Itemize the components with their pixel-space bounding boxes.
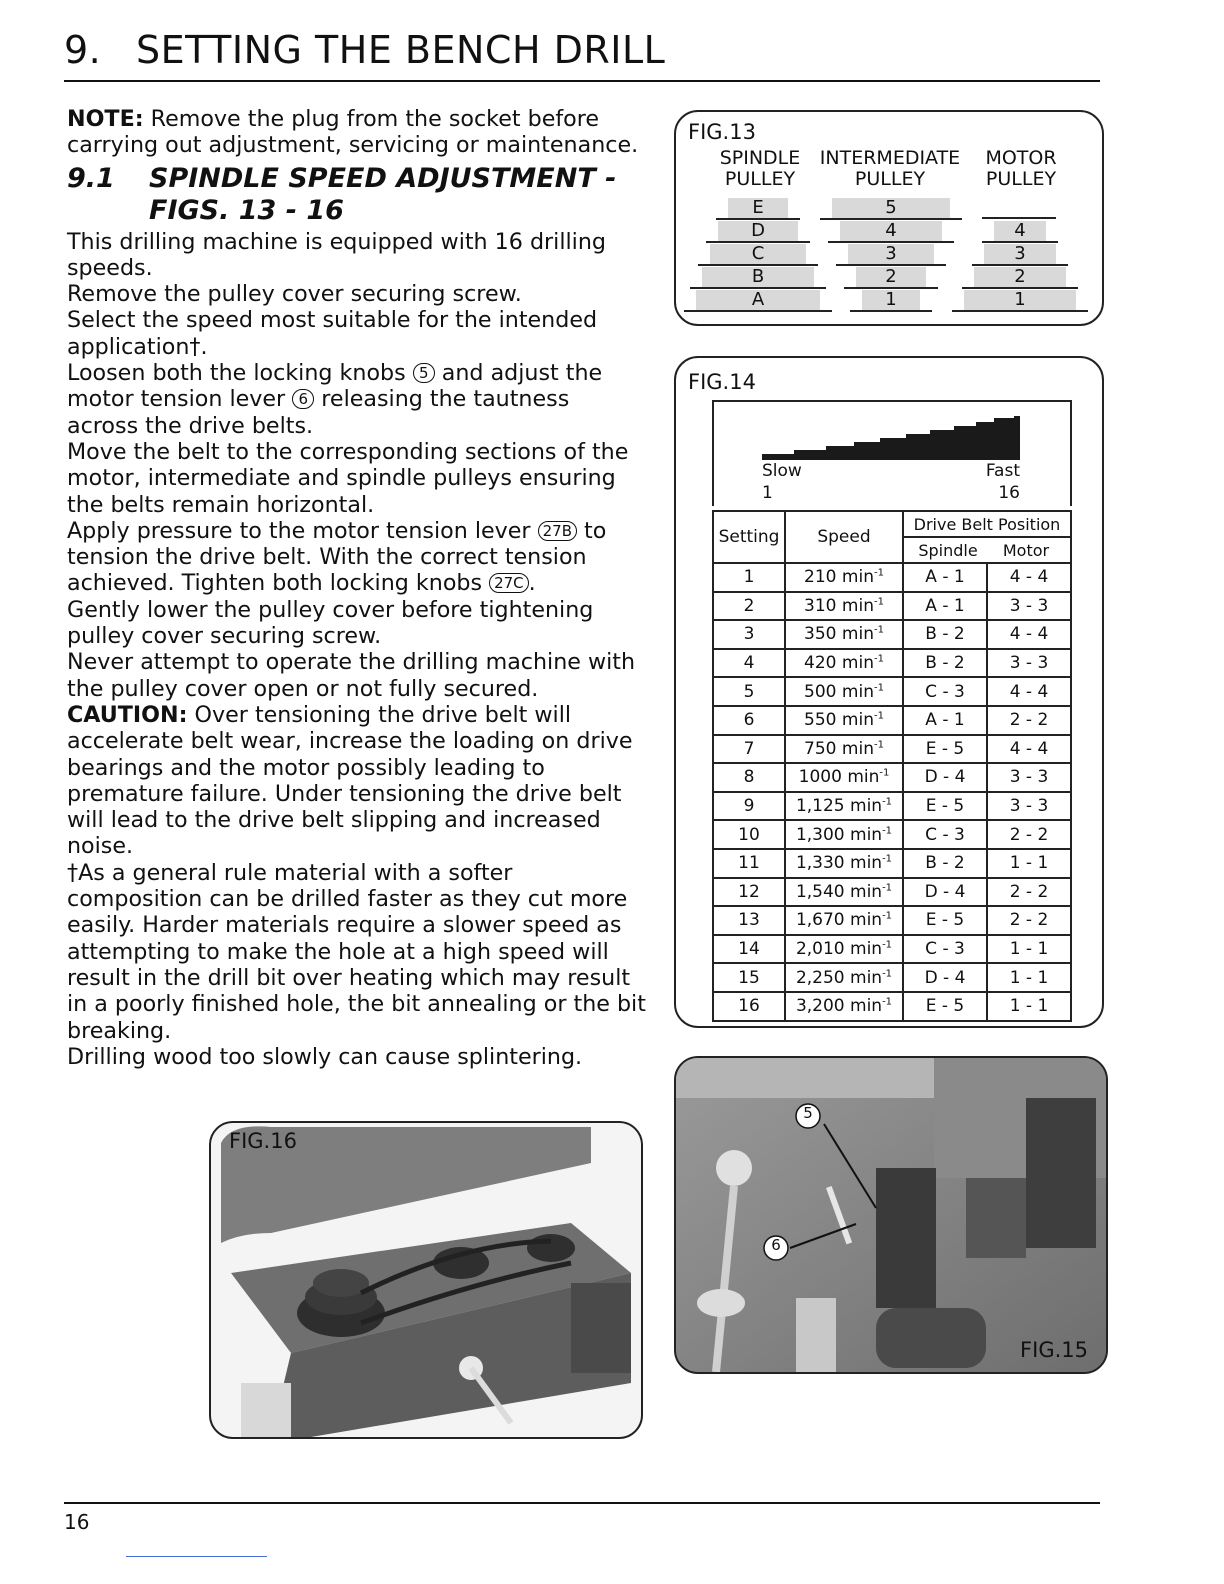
spindle-pulley-heading [710,148,810,190]
motor-cell: 2 - 2 [987,820,1071,849]
speed-value: 550 [804,710,837,731]
unit-exponent: -1 [873,567,884,579]
spindle-cell: E - 5 [903,992,987,1021]
speed-value: 350 [804,624,837,645]
setting-cell: 12 [713,878,785,907]
spindle-cell: E - 5 [903,792,987,821]
speed-cell [785,706,903,735]
heading-line: PULLEY [724,168,796,190]
speed-value: 3,200 [795,996,845,1017]
speed-value: 1,540 [795,881,845,902]
speed-cell [785,649,903,678]
page-number: 16 [64,1510,90,1534]
body-paragraph: †As a general rule material with a softer composition can be drilled faster as they cut more easily. Harder materials require a slower speed as attempting to make the hole at a high speed will result in the drill bit over heating which may result in a poorly finished hole, the bit annealing or the bit breaking. [67,859,646,1044]
speed-cell [785,735,903,764]
body-paragraph: Remove the pulley cover securing screw. [67,281,522,308]
spindle-step: A [696,290,820,310]
unit-exponent: -1 [882,910,893,922]
motor-cell: 3 - 3 [987,592,1071,621]
spindle-cell: B - 2 [903,849,987,878]
setting-cell: 15 [713,963,785,992]
footer-rule [64,1502,1100,1504]
unit-exponent: -1 [882,939,893,951]
motor-cell: 3 - 3 [987,792,1071,821]
fig14-label: FIG.14 [688,370,756,394]
speed-unit: min [850,824,883,845]
setting-cell: 3 [713,620,785,649]
callout-6-label: 6 [771,1236,781,1254]
table-row [713,677,1071,706]
link-underline [126,1556,267,1557]
heading-line: PULLEY [985,168,1057,190]
page-title [64,28,665,72]
header-motor: Motor [1002,540,1050,560]
motor-cell: 1 - 1 [987,935,1071,964]
body-paragraph: This drilling machine is equipped with 16 drilling speeds. [67,228,606,281]
setting-cell: 14 [713,935,785,964]
fig13-label: FIG.13 [688,120,756,144]
intermediate-step: 5 [832,198,950,218]
setting-cell: 11 [713,849,785,878]
spindle-cell: C - 3 [903,820,987,849]
speed-table [712,510,1072,1022]
text-run: and adjust the motor tension lever [67,360,603,413]
unit-exponent: -1 [873,739,884,751]
speed-value: 1,670 [795,910,845,931]
spindle-cell: C - 3 [903,935,987,964]
unit-exponent: -1 [882,996,893,1008]
motor-top-rule [982,217,1056,219]
motor-cell: 3 - 3 [987,763,1071,792]
intermediate-step: 3 [848,244,934,264]
speed-value: 210 [804,567,837,588]
table-row [713,992,1071,1021]
speed-unit: min [847,767,880,788]
text-run: Loosen both the locking knobs [67,360,413,387]
fig15-photo [674,1056,1108,1374]
speed-cell [785,906,903,935]
caution-label: CAUTION: [67,701,188,728]
spindle-step: C [710,244,806,264]
speed-value: 750 [804,738,837,759]
caution-text: Over tensioning the drive belt will accelerate belt wear, increase the loading on drive bearings and the motor possibly leading to premature failure. Under tensioning the drive belt will lead to the drive belt slipping and increased noise. [67,701,633,860]
body-paragraph: Drilling wood too slowly can cause splintering. [67,1043,583,1070]
speed-cell [785,677,903,706]
speed-value: 1,330 [795,853,845,874]
text-run: . [528,570,536,597]
unit-exponent: -1 [882,882,893,894]
fig16-pulley-image [211,1123,641,1437]
speed-unit: min [841,567,874,588]
speed-unit: min [850,996,883,1017]
unit-exponent: -1 [873,624,884,636]
unit-exponent: -1 [873,682,884,694]
setting-cell: 9 [713,792,785,821]
speed-value: 2,010 [795,939,845,960]
motor-step: 2 [974,267,1066,287]
setting-cell: 5 [713,677,785,706]
fig16-label: FIG.16 [229,1129,297,1153]
unit-exponent: -1 [882,853,893,865]
motor-cell: 4 - 4 [987,677,1071,706]
table-row [713,649,1071,678]
spindle-cell: D - 4 [903,763,987,792]
speed-unit: min [841,595,874,616]
setting-cell: 6 [713,706,785,735]
table-row [713,592,1071,621]
spindle-cell: A - 1 [903,706,987,735]
spindle-cell: B - 2 [903,649,987,678]
speed-unit: min [841,681,874,702]
spindle-step: D [718,221,798,241]
speed-value: 420 [804,653,837,674]
spindle-step: E [728,198,788,218]
setting-cell: 4 [713,649,785,678]
slow-number: 1 [762,483,773,503]
spindle-cell: D - 4 [903,963,987,992]
speed-cell [785,849,903,878]
motor-cell: 4 - 4 [987,620,1071,649]
fig14-speed-chart [674,356,1104,1028]
speed-value: 2,250 [795,967,845,988]
motor-cell: 1 - 1 [987,963,1071,992]
motor-cell: 2 - 2 [987,706,1071,735]
speed-unit: min [841,738,874,759]
speed-value: 310 [804,595,837,616]
table-row [713,935,1071,964]
table-row [713,563,1071,592]
intermediate-step: 2 [856,267,926,287]
speed-unit: min [850,853,883,874]
intermediate-step: 1 [862,290,920,310]
unit-exponent: -1 [873,653,884,665]
callout-5-label: 5 [803,1104,813,1122]
speed-value: 1,125 [795,796,845,817]
spindle-cell: A - 1 [903,563,987,592]
body-paragraph: Select the speed most suitable for the intended application†. [67,307,598,360]
speed-cell [785,592,903,621]
setting-cell: 1 [713,563,785,592]
unit-exponent: -1 [882,967,893,979]
table-row [713,878,1071,907]
speed-cell [785,820,903,849]
motor-cell: 3 - 3 [987,649,1071,678]
caution-paragraph [67,702,647,860]
setting-cell: 10 [713,820,785,849]
speed-ramp-box [712,400,1072,506]
fig16-photo [209,1121,643,1439]
body-paragraph [67,360,647,439]
motor-cell: 4 - 4 [987,735,1071,764]
section-title: SETTING THE BENCH DRILL [136,28,666,72]
instructions-column [67,106,647,1070]
speed-cell [785,878,903,907]
speed-unit: min [850,910,883,931]
slow-text: Slow [762,461,802,481]
setting-cell: 2 [713,592,785,621]
motor-cell: 4 - 4 [987,563,1071,592]
speed-unit: min [841,653,874,674]
header-spindle-motor [903,537,1071,563]
table-row [713,706,1071,735]
speed-unit: min [850,796,883,817]
heading-line: PULLEY [854,168,926,190]
table-row [713,792,1071,821]
motor-cell: 2 - 2 [987,906,1071,935]
note-label: NOTE: [67,106,144,132]
body-paragraph: Gently lower the pulley cover before tightening pulley cover securing screw. [67,596,594,650]
speed-value: 1000 [798,767,842,788]
speed-unit: min [850,967,883,988]
motor-step: 3 [984,244,1056,264]
header-setting: Setting [713,511,785,563]
table-row [713,763,1071,792]
table-row [713,735,1071,764]
body-paragraph: Never attempt to operate the drilling machine with the pulley cover open or not fully secured. [67,649,636,702]
speed-unit: min [850,881,883,902]
header-spindle: Spindle [918,540,978,560]
setting-cell: 7 [713,735,785,764]
header-rule [64,80,1100,82]
unit-exponent: -1 [879,767,890,779]
intermediate-step: 4 [840,221,942,241]
fast-text: Fast [985,461,1020,481]
motor-step: 1 [964,290,1076,310]
fast-number: 16 [998,483,1020,503]
speed-cell [785,792,903,821]
subsection-heading [67,163,647,227]
unit-exponent: -1 [882,796,893,808]
note-paragraph [67,106,647,159]
header-drive-belt: Drive Belt Position [903,511,1071,537]
table-row [713,620,1071,649]
speed-unit: min [841,710,874,731]
subsection-number: 9.1 [67,162,115,194]
setting-cell: 8 [713,763,785,792]
setting-cell: 13 [713,906,785,935]
speed-cell [785,563,903,592]
fig15-drill-head-image [676,1058,1106,1372]
speed-cell [785,992,903,1021]
table-row [713,820,1071,849]
slow-label [762,460,802,504]
subsection-title-line1: SPINDLE SPEED ADJUSTMENT - [149,162,617,194]
callout-6: 6 [292,389,314,409]
speed-cell [785,963,903,992]
spindle-cell: E - 5 [903,906,987,935]
heading-line: INTERMEDIATE [819,147,961,169]
note-text: Remove the plug from the socket before carrying out adjustment, servicing or maintenance. [67,106,639,159]
body-paragraph: Move the belt to the corresponding sections of the motor, intermediate and spindle pulleys ensuring the belts remain horizontal. [67,438,629,518]
fast-label [984,460,1020,504]
spindle-cell: E - 5 [903,735,987,764]
table-row [713,906,1071,935]
setting-cell: 16 [713,992,785,1021]
callout-5: 5 [413,363,435,383]
unit-exponent: -1 [882,824,893,836]
speed-cell [785,935,903,964]
speed-unit: min [850,939,883,960]
unit-exponent: -1 [873,596,884,608]
heading-line: SPINDLE [719,147,801,169]
table-header-row [713,511,1071,537]
spindle-cell: A - 1 [903,592,987,621]
speed-cell [785,763,903,792]
intermediate-pulley-heading [814,148,966,190]
motor-pulley-heading [976,148,1066,190]
spindle-cell: D - 4 [903,878,987,907]
subsection-title-line2: FIGS. 13 - 16 [149,194,344,226]
spindle-cell: B - 2 [903,620,987,649]
text-run: Apply pressure to the motor tension lever [67,517,538,544]
speed-value: 1,300 [795,824,845,845]
motor-cell: 2 - 2 [987,878,1071,907]
table-row [713,963,1071,992]
speed-cell [785,620,903,649]
body-paragraph [67,518,647,597]
motor-step: 4 [994,221,1046,241]
text-run: releasing the tautness across the drive belts. [67,386,570,439]
spindle-step: B [702,267,814,287]
section-number: 9. [64,28,102,72]
text-run: to tension the drive belt. With the correct tension achieved. Tighten both locking knobs [67,517,607,597]
header-speed: Speed [785,511,903,563]
speed-value: 500 [804,681,837,702]
spindle-cell: C - 3 [903,677,987,706]
table-row [713,849,1071,878]
fig15-label: FIG.15 [1020,1338,1088,1362]
callout-27c: 27C [489,573,529,593]
motor-cell: 1 - 1 [987,992,1071,1021]
motor-cell: 1 - 1 [987,849,1071,878]
speed-unit: min [841,624,874,645]
unit-exponent: -1 [873,710,884,722]
heading-line: MOTOR [985,147,1057,169]
fig13-pulley-diagram [674,110,1104,326]
callout-27b: 27B [538,521,577,541]
